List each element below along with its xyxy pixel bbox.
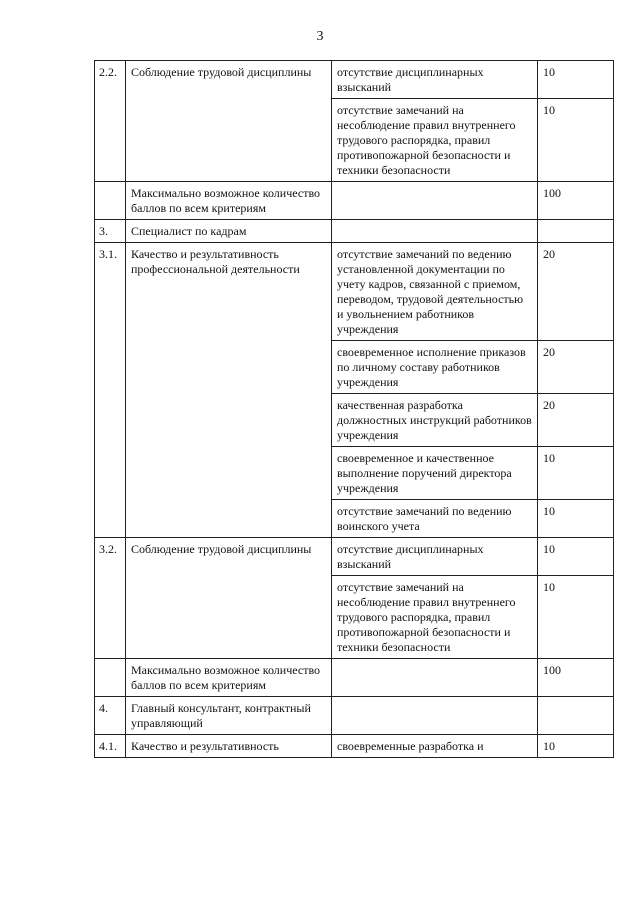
table-row (95, 735, 614, 758)
criterion-name: Качество и результативность профессиональной деятельности (126, 243, 332, 538)
points-value: 10 (538, 99, 614, 182)
section-number: 3. (95, 220, 126, 243)
criterion-number: 3.1. (95, 243, 126, 538)
empty-cell (332, 697, 538, 735)
indicator-text: отсутствие замечаний по ведению воинского учета (332, 500, 538, 538)
criterion-name: Соблюдение трудовой дисциплины (126, 538, 332, 659)
empty-cell (332, 220, 538, 243)
indicator-text: своевременное исполнение приказов по личному составу работников учреждения (332, 341, 538, 394)
indicator-text: качественная разработка должностных инструкций работников учреждения (332, 394, 538, 447)
section-row (95, 697, 614, 735)
points-value: 10 (538, 735, 614, 758)
indicator-text: отсутствие дисциплинарных взысканий (332, 538, 538, 576)
max-score-value: 100 (538, 182, 614, 220)
indicator-text: отсутствие замечаний по ведению установленной документации по учету кадров, связанной с приемом, переводом, трудовой деятельностью и увольнением работников учреждения (332, 243, 538, 341)
max-score-row (95, 182, 614, 220)
indicator-text: отсутствие дисциплинарных взысканий (332, 61, 538, 99)
empty-cell (95, 659, 126, 697)
criteria-table-body (95, 61, 614, 758)
section-row (95, 220, 614, 243)
points-value: 20 (538, 243, 614, 341)
section-title: Специалист по кадрам (126, 220, 332, 243)
empty-cell (538, 220, 614, 243)
indicator-text: своевременные разработка и (332, 735, 538, 758)
section-number: 4. (95, 697, 126, 735)
max-score-row (95, 659, 614, 697)
empty-cell (332, 182, 538, 220)
points-value: 10 (538, 61, 614, 99)
criterion-number: 4.1. (95, 735, 126, 758)
empty-cell (332, 659, 538, 697)
page-number: 3 (316, 29, 324, 44)
criteria-table (94, 60, 614, 758)
max-score-value: 100 (538, 659, 614, 697)
max-score-label: Максимально возможное количество баллов по всем критериям (126, 182, 332, 220)
points-value: 20 (538, 341, 614, 394)
criterion-name: Качество и результативность (126, 735, 332, 758)
criterion-number: 3.2. (95, 538, 126, 659)
section-title: Главный консультант, контрактный управляющий (126, 697, 332, 735)
points-value: 10 (538, 576, 614, 659)
points-value: 20 (538, 394, 614, 447)
indicator-text: отсутствие замечаний на несоблюдение правил внутреннего трудового распорядка, правил противопожарной безопасности и техники безопасности (332, 99, 538, 182)
max-score-label: Максимально возможное количество баллов по всем критериям (126, 659, 332, 697)
criterion-number: 2.2. (95, 61, 126, 182)
points-value: 10 (538, 500, 614, 538)
points-value: 10 (538, 447, 614, 500)
table-row (95, 243, 614, 341)
indicator-text: своевременное и качественное выполнение поручений директора учреждения (332, 447, 538, 500)
points-value: 10 (538, 538, 614, 576)
criterion-name: Соблюдение трудовой дисциплины (126, 61, 332, 182)
table-row (95, 538, 614, 576)
table-row (95, 61, 614, 99)
empty-cell (95, 182, 126, 220)
indicator-text: отсутствие замечаний на несоблюдение правил внутреннего трудового распорядка, правил противопожарной безопасности и техники безопасности (332, 576, 538, 659)
empty-cell (538, 697, 614, 735)
